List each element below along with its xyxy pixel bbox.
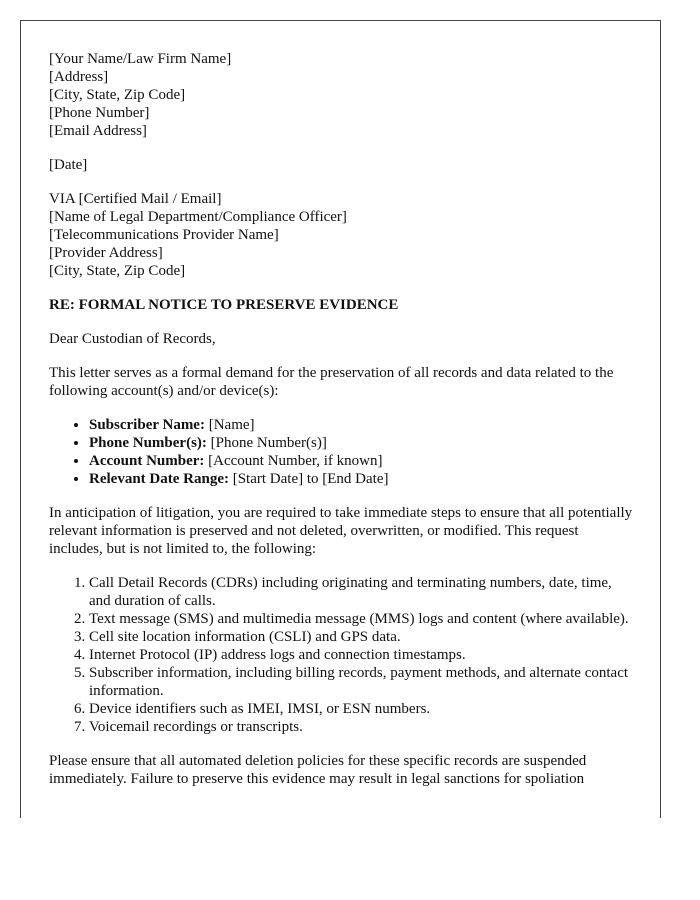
- recipient-provider-address: [Provider Address]: [49, 245, 163, 261]
- list-item: 2. Text message (SMS) and multimedia message (MMS) logs and content (where available).: [89, 610, 634, 628]
- detail-item-account-number: [89, 452, 634, 470]
- sender-address: [Address]: [49, 69, 109, 85]
- sender-city-state-zip: [City, State, Zip Code]: [49, 87, 186, 103]
- detail-value: [Start Date] to [End Date]: [228, 471, 389, 487]
- salutation: Dear Custodian of Records,: [49, 331, 216, 347]
- detail-label: Subscriber Name:: [89, 417, 205, 433]
- recipient-department: [Name of Legal Department/Compliance Officer]: [49, 209, 347, 225]
- account-details-list: [49, 416, 634, 488]
- letter-page: [20, 20, 661, 818]
- detail-item-subscriber-name: [89, 416, 634, 434]
- detail-label: Account Number:: [89, 453, 205, 469]
- list-item: 3. Cell site location information (CSLI) and GPS data.: [89, 628, 634, 646]
- list-item: 6. Device identifiers such as IMEI, IMSI, or ESN numbers.: [89, 700, 634, 718]
- recipient-block: [49, 190, 634, 280]
- detail-item-phone-numbers: [89, 434, 634, 452]
- recipient-city-state-zip: [City, State, Zip Code]: [49, 263, 186, 279]
- list-item: 4. Internet Protocol (IP) address logs and connection timestamps.: [89, 646, 634, 664]
- detail-label: Relevant Date Range:: [89, 471, 229, 487]
- list-item: 7. Voicemail recordings or transcripts.: [89, 718, 634, 736]
- detail-value: [Phone Number(s)]: [206, 435, 327, 451]
- preservation-items-list: [49, 574, 634, 736]
- closing-paragraph: Please ensure that all automated deletion policies for these specific records are suspended immediately. Failure to preserve this evidence may result in legal sanctions for spoliation: [49, 753, 587, 787]
- date-line: [Date]: [49, 157, 88, 173]
- detail-value: [Account Number, if known]: [204, 453, 383, 469]
- subject-line: RE: FORMAL NOTICE TO PRESERVE EVIDENCE: [49, 297, 399, 313]
- list-item: 5. Subscriber information, including billing records, payment methods, and alternate contact information.: [89, 664, 634, 700]
- letter-content: [49, 50, 634, 788]
- list-item: 1. Call Detail Records (CDRs) including originating and terminating numbers, date, time, and duration of calls.: [89, 574, 634, 610]
- intro-paragraph: This letter serves as a formal demand for the preservation of all records and data related to the following account(s) and/or device(s):: [49, 365, 614, 399]
- sender-name: [Your Name/Law Firm Name]: [49, 51, 232, 67]
- detail-label: Phone Number(s):: [89, 435, 207, 451]
- detail-value: [Name]: [204, 417, 255, 433]
- anticipation-paragraph: In anticipation of litigation, you are required to take immediate steps to ensure that all potentially relevant information is preserved and not deleted, overwritten, or modified. This request includes, but is not limited to, the following:: [49, 505, 633, 557]
- sender-email: [Email Address]: [49, 123, 147, 139]
- detail-item-date-range: [89, 470, 634, 488]
- delivery-method: VIA [Certified Mail / Email]: [49, 191, 222, 207]
- sender-phone: [Phone Number]: [49, 105, 150, 121]
- sender-block: [49, 50, 634, 140]
- recipient-provider-name: [Telecommunications Provider Name]: [49, 227, 279, 243]
